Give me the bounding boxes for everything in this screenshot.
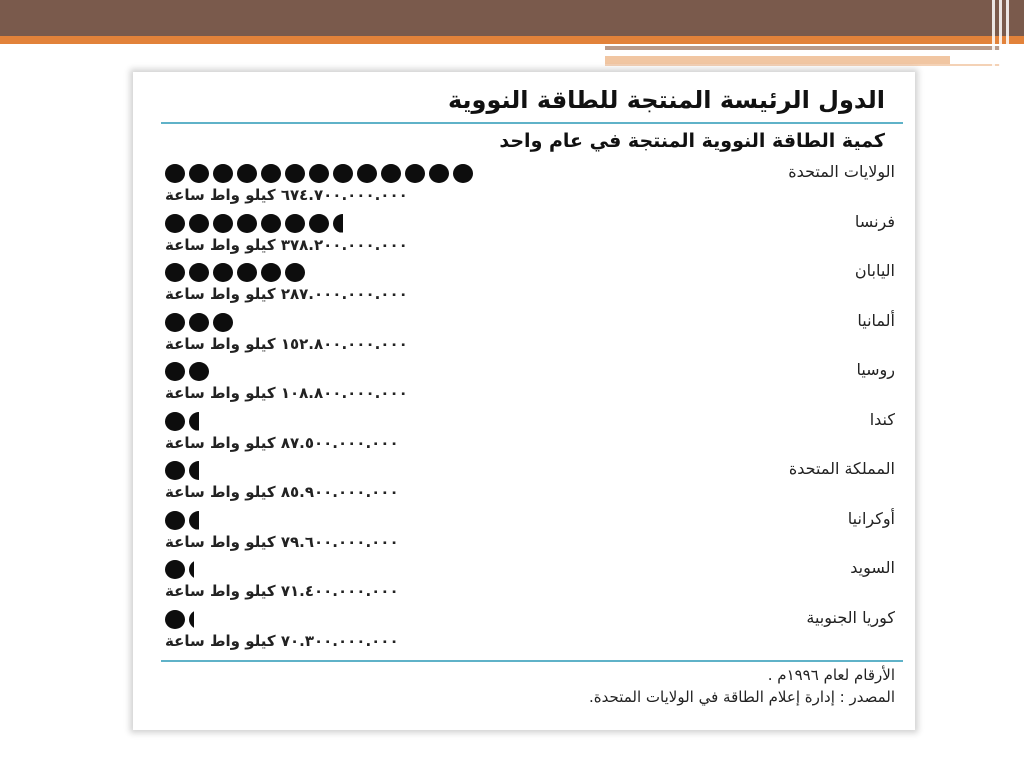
country-label: الولايات المتحدة (788, 162, 895, 181)
footer-rule (161, 660, 903, 662)
partial-energy-symbol (333, 214, 353, 233)
country-label: كندا (869, 409, 895, 429)
energy-symbol (165, 560, 185, 579)
energy-symbol (165, 461, 185, 480)
energy-symbol (333, 164, 353, 183)
energy-symbol (285, 164, 305, 183)
header-vertical-stripes (988, 0, 1016, 70)
energy-symbol (261, 164, 281, 183)
energy-symbol (405, 164, 425, 183)
footnote-year: الأرقام لعام ١٩٩٦م . (767, 666, 895, 684)
energy-symbol (189, 214, 209, 233)
energy-symbol (453, 164, 473, 183)
energy-symbol (237, 214, 257, 233)
country-label: السويد (850, 558, 895, 577)
energy-symbol (309, 164, 329, 183)
energy-symbol (189, 263, 209, 282)
header-strip-peach (605, 56, 950, 64)
energy-symbol (261, 214, 281, 233)
energy-symbol (165, 313, 185, 332)
country-label: روسيا (856, 360, 895, 379)
country-label: كوريا الجنوبية (806, 607, 895, 627)
header-strip-brown (605, 46, 1000, 50)
pictograph-figure (133, 72, 915, 730)
value-label: ٧٩.٦٠٠.٠٠٠.٠٠٠ كيلو واط ساعة (165, 532, 399, 551)
value-label: ٦٧٤.٧٠٠.٠٠٠.٠٠٠ كيلو واط ساعة (165, 186, 408, 204)
energy-symbol (165, 362, 185, 381)
value-label: ٧١.٤٠٠.٠٠٠.٠٠٠ كيلو واط ساعة (165, 582, 399, 600)
energy-symbol (213, 214, 233, 233)
partial-energy-symbol (189, 412, 209, 431)
country-label: فرنسا (854, 211, 895, 231)
energy-symbol (213, 263, 233, 282)
figure-subtitle: كمية الطاقة النووية المنتجة في عام واحد (499, 130, 885, 152)
energy-symbol (261, 263, 281, 282)
country-label: أوكرانيا (847, 508, 895, 528)
figure-title: الدول الرئيسة المنتجة للطاقة النووية (447, 86, 885, 114)
slide-accent-band (0, 36, 1024, 44)
partial-energy-symbol (189, 511, 209, 530)
partial-energy-symbol (189, 560, 209, 579)
energy-symbol (165, 263, 185, 282)
energy-symbol (189, 164, 209, 183)
energy-symbol (213, 164, 233, 183)
energy-symbol (189, 313, 209, 332)
header-strip-peach-thin (605, 64, 1000, 66)
value-label: ١٥٢.٨٠٠.٠٠٠.٠٠٠ كيلو واط ساعة (165, 334, 408, 353)
value-label: ٨٥.٩٠٠.٠٠٠.٠٠٠ كيلو واط ساعة (165, 483, 399, 501)
energy-symbol (309, 214, 329, 233)
value-label: ٨٧.٥٠٠.٠٠٠.٠٠٠ كيلو واط ساعة (165, 433, 399, 452)
energy-symbol (165, 214, 185, 233)
energy-symbol (165, 412, 185, 431)
energy-symbol (381, 164, 401, 183)
country-label: ألمانيا (857, 310, 895, 330)
energy-symbol (213, 313, 233, 332)
value-label: ٧٠.٣٠٠.٠٠٠.٠٠٠ كيلو واط ساعة (165, 631, 399, 650)
energy-symbol (237, 164, 257, 183)
partial-energy-symbol (189, 461, 209, 480)
energy-symbol (285, 263, 305, 282)
value-label: ١٠٨.٨٠٠.٠٠٠.٠٠٠ كيلو واط ساعة (165, 384, 408, 402)
value-label: ٢٨٧.٠٠٠.٠٠٠.٠٠٠ كيلو واط ساعة (165, 285, 408, 303)
energy-symbol (429, 164, 449, 183)
partial-energy-symbol (189, 610, 209, 629)
energy-symbol (237, 263, 257, 282)
energy-symbol (165, 610, 185, 629)
title-rule (161, 122, 903, 124)
energy-symbol (285, 214, 305, 233)
energy-symbol (189, 362, 209, 381)
energy-symbol (165, 164, 185, 183)
country-label: اليابان (854, 261, 895, 280)
value-label: ٣٧٨.٢٠٠.٠٠٠.٠٠٠ كيلو واط ساعة (165, 235, 408, 254)
country-label: المملكة المتحدة (788, 459, 895, 478)
slide-header-band (0, 0, 1024, 36)
energy-symbol (357, 164, 377, 183)
footnote-source: المصدر : إدارة إعلام الطاقة في الولايات المتحدة. (589, 688, 895, 706)
energy-symbol (165, 511, 185, 530)
